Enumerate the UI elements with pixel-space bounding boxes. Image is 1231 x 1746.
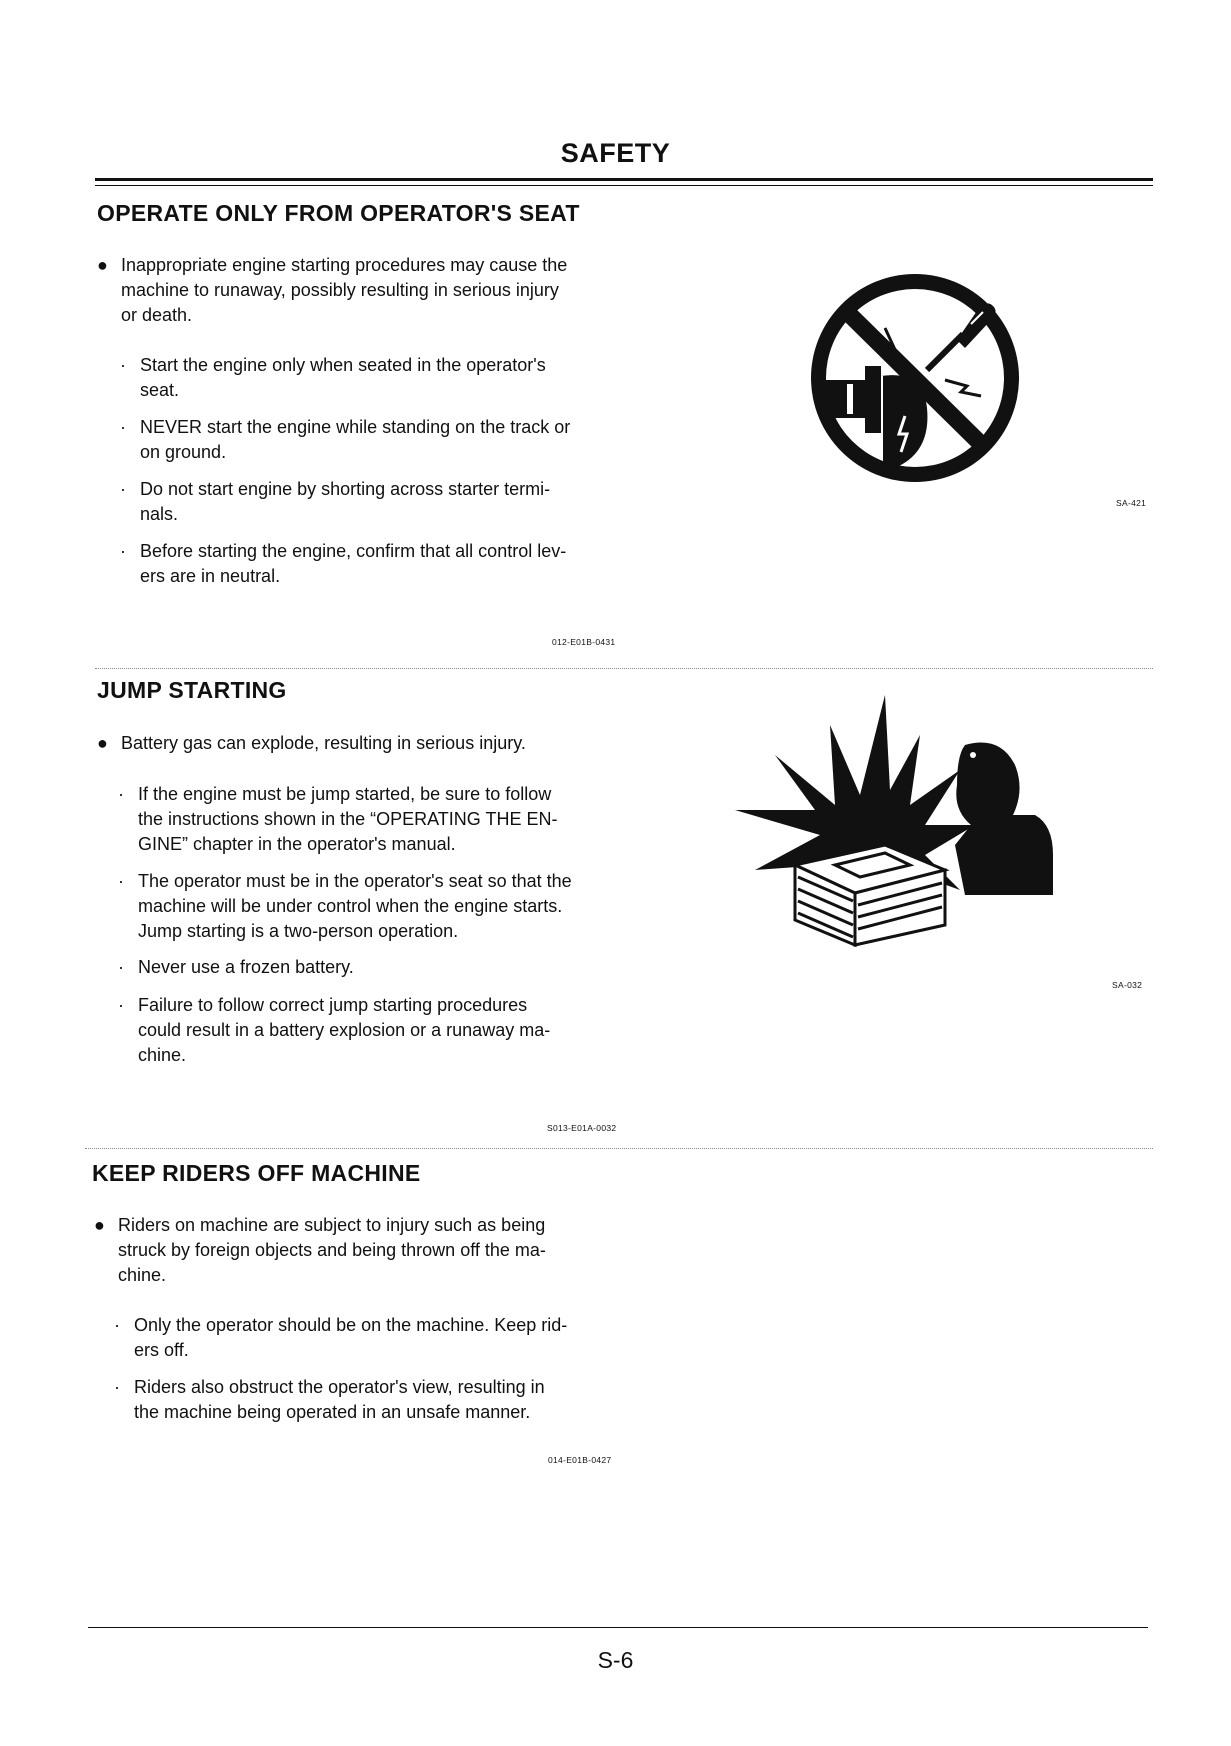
sub-marker: · [118,784,124,804]
header-rule [95,178,1153,181]
sub-marker: · [120,355,126,375]
sub-marker: · [114,1315,120,1335]
bullet-marker: ● [97,733,108,753]
page-number: S-6 [597,1647,634,1673]
figure-code: SA-421 [1116,498,1147,508]
section-divider [95,668,1153,669]
section-code: 012-E01B-0431 [552,637,616,647]
battery-explosion-icon [735,695,1055,975]
bullet-paragraph: ● Riders on machine are subject to injury such as being struck by foreign objects and being thrown off the ma- chine. [94,1215,546,1285]
section-divider [85,1148,1153,1149]
no-shorting-starter-icon [795,258,1035,498]
section-title-jump-starting: JUMP STARTING [97,677,287,703]
list-item: · The operator must be in the operator's seat so that the machine will be under control when the engine starts. Jump starting is a two-person operation. [118,871,572,941]
section-code: S013-E01A-0032 [547,1123,617,1133]
list-item: · If the engine must be jump started, be sure to follow the instructions shown in the “OPERATING THE EN- GINE” chapter in the operator's manual. [118,784,558,854]
bullet-paragraph: ● Battery gas can explode, resulting in serious injury. [121,731,681,756]
section-title-keep-riders-off: KEEP RIDERS OFF MACHINE [92,1160,421,1186]
list-item: · Failure to follow correct jump starting procedures could result in a battery explosion or a runaway ma- chine. [118,995,551,1065]
list-item: · Start the engine only when seated in the operator's seat. [120,355,546,400]
section-title-operate-from-seat: OPERATE ONLY FROM OPERATOR'S SEAT [97,200,580,226]
header-rule-thin [95,185,1153,186]
sub-marker: · [118,957,124,977]
list-item: · Never use a frozen battery. [138,955,698,980]
sub-marker: · [120,479,126,499]
sub-marker: · [120,541,126,561]
bullet-marker: ● [97,255,108,275]
bullet-marker: ● [94,1215,105,1235]
sub-marker: · [120,417,126,437]
list-item: · Before starting the engine, confirm that all control lev- ers are in neutral. [120,541,567,586]
list-item: · NEVER start the engine while standing on the track or on ground. [120,417,571,462]
sub-marker: · [114,1377,120,1397]
figure-code: SA-032 [1112,980,1143,990]
section-code: 014-E01B-0427 [548,1455,612,1465]
list-item: · Riders also obstruct the operator's view, resulting in the machine being operated in an unsafe manner. [114,1377,545,1422]
footer-rule [88,1627,1148,1628]
bullet-paragraph: ● Inappropriate engine starting procedures may cause the machine to runaway, possibly resulting in serious injury or death. [97,255,568,325]
page-title: SAFETY [560,138,671,168]
sub-marker: · [118,995,124,1015]
list-item: · Only the operator should be on the machine. Keep rid- ers off. [114,1315,568,1360]
sub-marker: · [118,871,124,891]
list-item: · Do not start engine by shorting across starter termi- nals. [120,479,551,524]
